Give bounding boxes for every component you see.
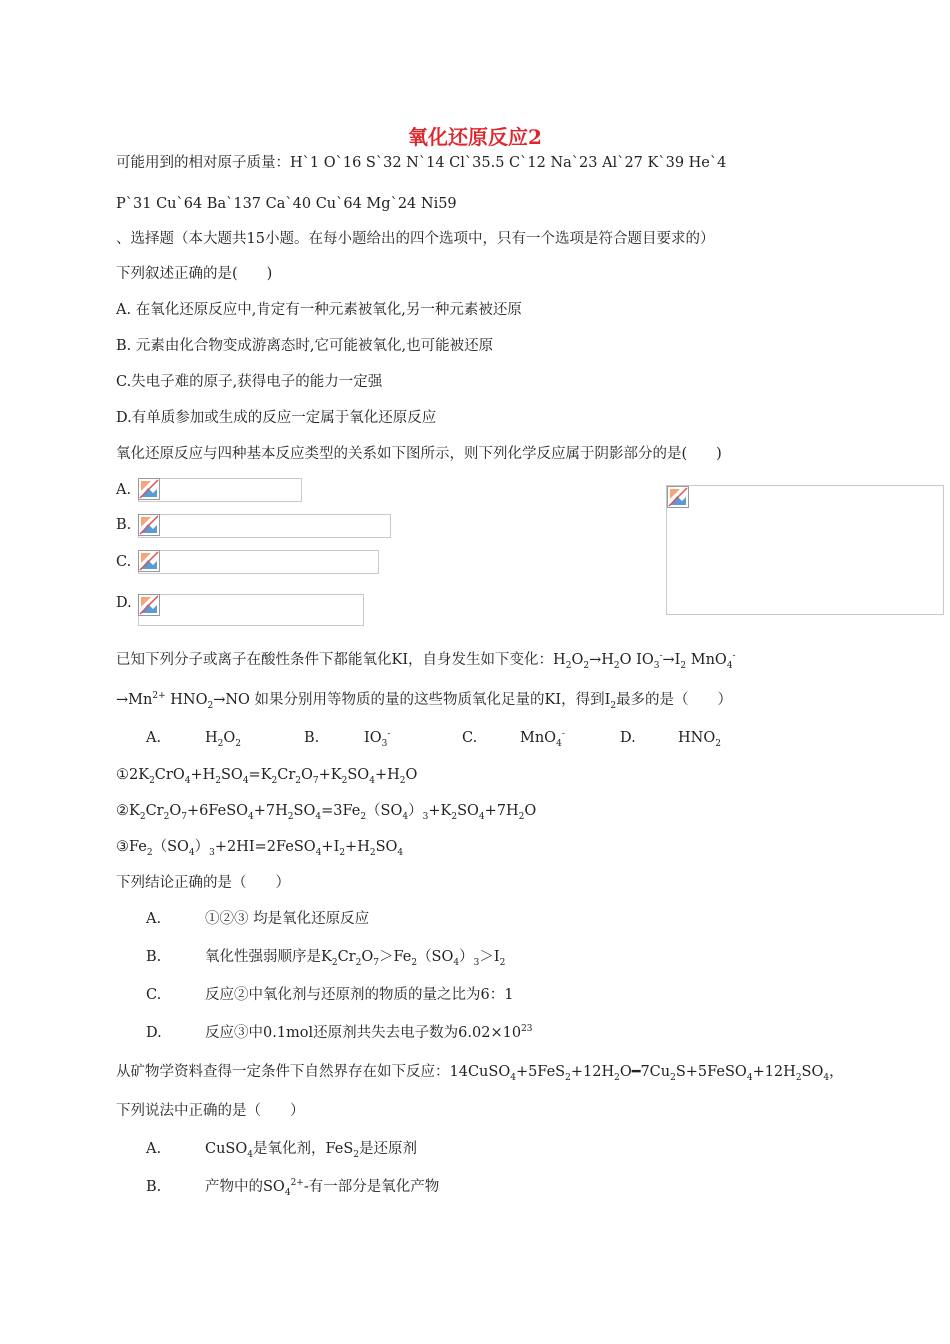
page-title: 氧化还原反应2 bbox=[408, 125, 542, 149]
q3-option-c-text: MnO$_4$- bbox=[520, 729, 565, 749]
q4-option-b-label: B. bbox=[146, 949, 162, 965]
q1-option-d: D.有单质参加或生成的反应一定属于氧化还原反应 bbox=[116, 410, 437, 426]
q5-option-a-text: CuSO$_4$是氧化剂，FeS$_2$是还原剂 bbox=[205, 1141, 418, 1160]
broken-image-icon bbox=[138, 514, 160, 536]
q4-option-c-label: C. bbox=[146, 987, 162, 1003]
q5-option-b-text: 产物中的$SO_4^{2+}-$有一部分是氧化产物 bbox=[205, 1178, 440, 1198]
section-heading: 、选择题（本大题共15小题。在每小题给出的四个选项中，只有一个选项是符合题目要求的） bbox=[116, 231, 715, 247]
q1-stem: 下列叙述正确的是( ) bbox=[116, 266, 273, 282]
q2-option-b-image bbox=[138, 514, 391, 538]
atomic-masses-line-1: 可能用到的相对原子质量：H`1 O`16 S`32 N`14 Cl`35.5 C`12 Na`23 Al`27 K`39 He`4 bbox=[116, 155, 727, 171]
q3-option-c-label: C. bbox=[462, 730, 478, 746]
q1-option-b: B. 元素由化合物变成游离态时,它可能被氧化,也可能被还原 bbox=[116, 338, 494, 354]
q4-option-a-label: A. bbox=[146, 911, 162, 927]
q5-option-a-label: A. bbox=[146, 1141, 162, 1157]
q2-option-c-label: C. bbox=[116, 554, 132, 570]
q4-equation-1: $①2K_2CrO_4+H_2SO_4=K_2Cr_2O_7+K_2SO_4+H_2O$ bbox=[116, 767, 418, 786]
q3-option-d-text: $HNO_2$ bbox=[678, 730, 721, 749]
q5-stem-line-2: 下列说法中正确的是（ ） bbox=[116, 1103, 305, 1119]
q3-option-b-text: $IO_3^-$ bbox=[364, 729, 391, 749]
q3-option-d-label: D. bbox=[620, 730, 636, 746]
q2-option-a-image bbox=[138, 478, 302, 502]
q1-option-c: C.失电子难的原子,获得电子的能力一定强 bbox=[116, 374, 383, 390]
q4-equation-3: $③Fe_2(SO_4)_3+2HI=2FeSO_4+I_2+H_2SO_4$ bbox=[116, 839, 404, 858]
broken-image-icon bbox=[138, 594, 160, 616]
broken-image-icon bbox=[138, 478, 160, 500]
q2-option-d-label: D. bbox=[116, 595, 132, 611]
q2-option-d-image bbox=[138, 594, 364, 626]
q4-option-c-text: 反应②中氧化剂与还原剂的物质的量之比为6：1 bbox=[205, 987, 514, 1003]
q2-diagram-image bbox=[666, 485, 944, 615]
broken-image-icon bbox=[667, 486, 689, 508]
q4-option-d-label: D. bbox=[146, 1025, 162, 1041]
q2-option-b-label: B. bbox=[116, 517, 132, 533]
q5-option-b-label: B. bbox=[146, 1179, 162, 1195]
q3-option-a-text: $H_2O_2$ bbox=[205, 730, 242, 749]
q1-option-a: A. 在氧化还原反应中,肯定有一种元素被氧化,另一种元素被还原 bbox=[116, 302, 522, 318]
q2-option-a-label: A. bbox=[116, 482, 132, 498]
q4-equation-2: $②K_2Cr_2O_7+6FeSO_4+7H_2SO_4=3Fe_2(SO_4)_3+K_2SO_4+7H_2O$ bbox=[116, 803, 537, 822]
q5-stem-line-1: 从矿物学资料查得一定条件下自然界存在如下反应：$14CuSO_4+5FeS_2+12H_2O━7Cu_2S+5FeSO_4+12H_2SO_4$， bbox=[116, 1064, 844, 1083]
q4-stem: 下列结论正确的是（ ） bbox=[116, 875, 290, 891]
q4-option-a-text: ①②③ 均是氧化还原反应 bbox=[205, 911, 370, 927]
broken-image-icon bbox=[138, 550, 160, 572]
q3-stem-line-2: $\to Mn^{2+}$ $HNO_2\to NO$ 如果分别用等物质的量的这些物质氧化足量的KI，得到$I_2$最多的是（ ） bbox=[116, 691, 733, 711]
q4-option-b-text: 氧化性强弱顺序是$K_2Cr_2O_7>Fe_2(SO_4)_3>I_2$ bbox=[205, 949, 506, 968]
q3-stem-line-1: 已知下列分子或离子在酸性条件下都能氧化KI，自身发生如下变化：$H_2O_2\to H_2O$ $IO_3^-\to I_2$ MnO$_4$- bbox=[116, 651, 736, 671]
q3-option-a-label: A. bbox=[146, 730, 162, 746]
q3-option-b-label: B. bbox=[304, 730, 320, 746]
q4-option-d-text: 反应③中0.1mol还原剂共失去电子数为$6.02\times 10^{23}$ bbox=[205, 1024, 533, 1041]
atomic-masses-line-2: P`31 Cu`64 Ba`137 Ca`40 Cu`64 Mg`24 Ni59 bbox=[116, 196, 457, 212]
q2-stem: 氧化还原反应与四种基本反应类型的关系如下图所示，则下列化学反应属于阴影部分的是( ) bbox=[116, 446, 722, 462]
q2-option-c-image bbox=[138, 550, 379, 574]
